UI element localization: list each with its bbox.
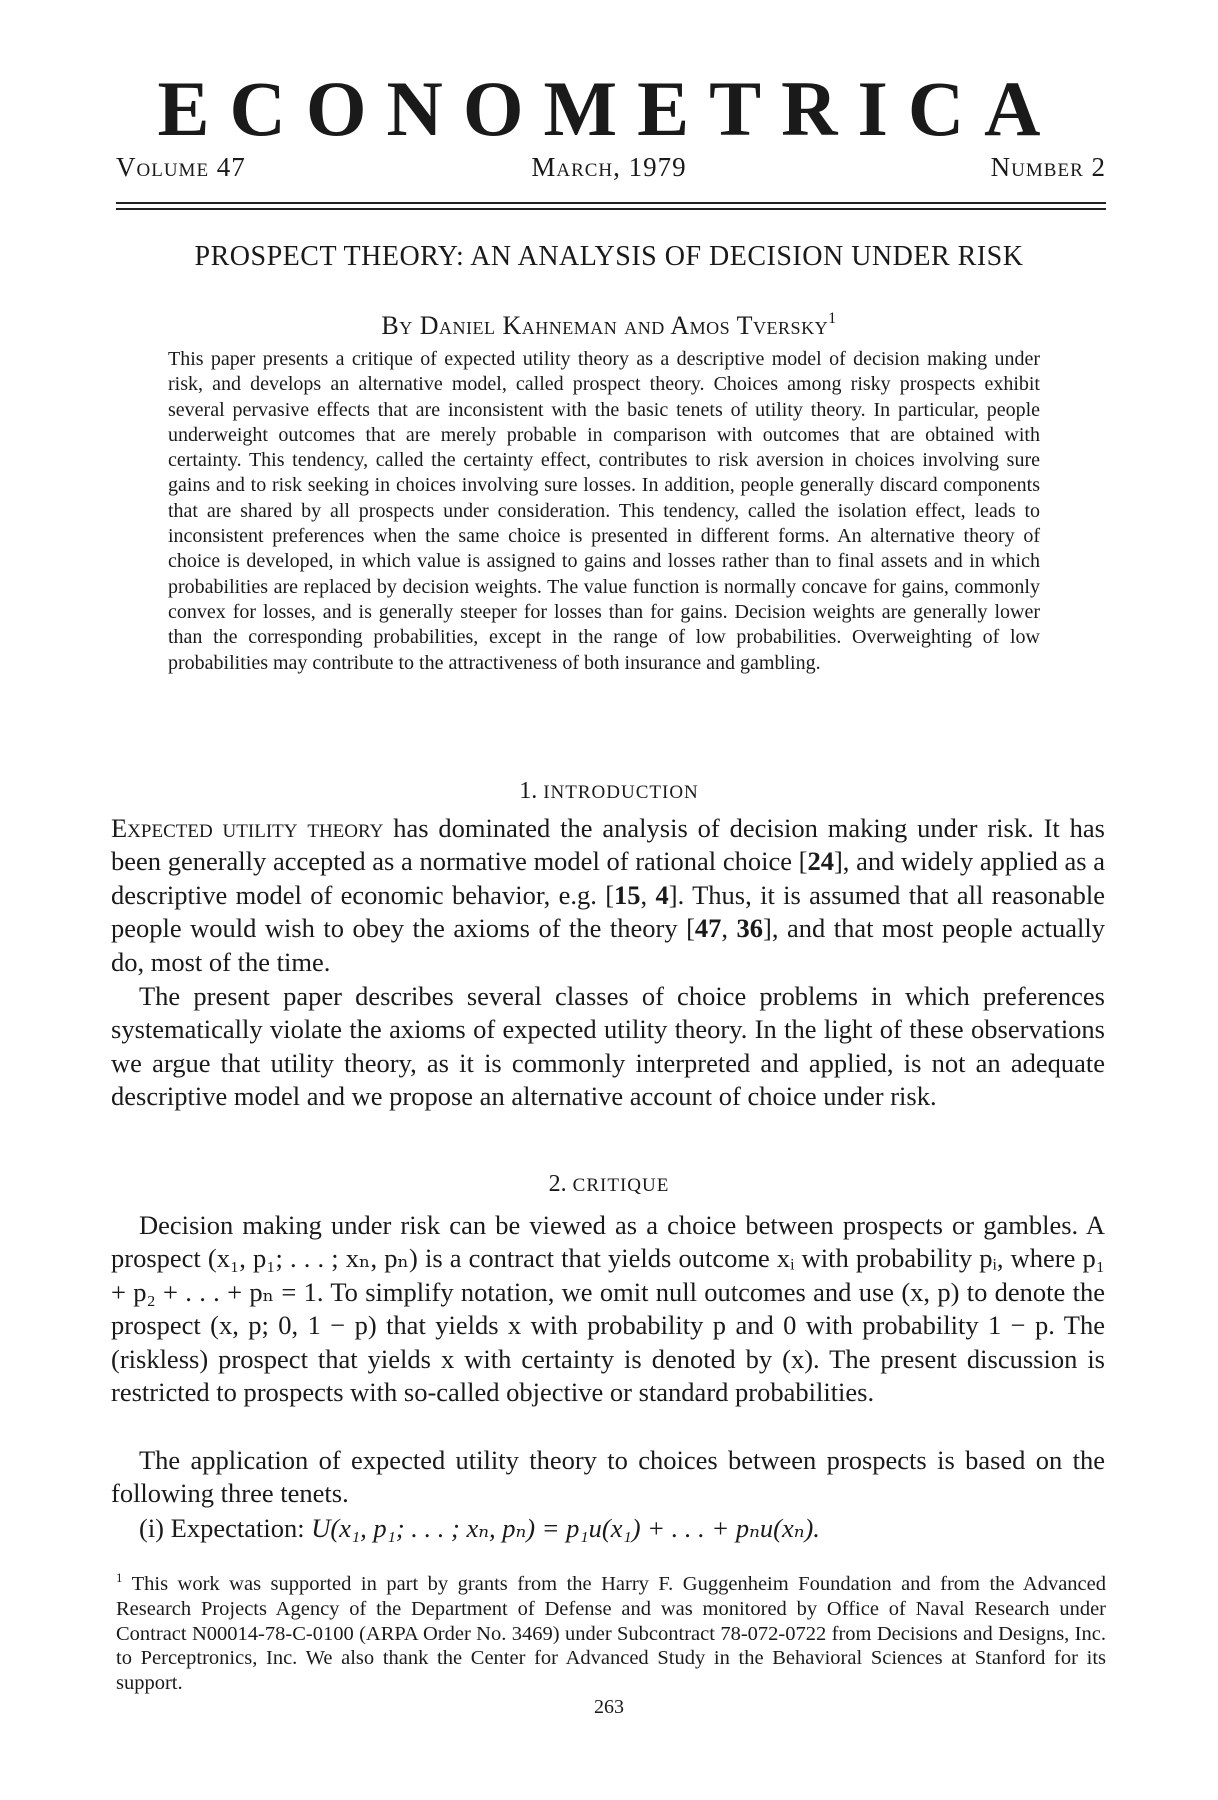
footnote-number: 1 <box>116 1570 123 1585</box>
paragraph-intro-1 <box>111 812 1105 979</box>
text-run: has dominated the analysis of decision making under risk. It has been generally accepted as a normative model of rational choice [ <box>111 813 1105 877</box>
byline <box>0 311 1218 339</box>
header-rule-bottom <box>116 208 1106 210</box>
article-title: PROSPECT THEORY: AN ANALYSIS OF DECISION UNDER RISK <box>194 241 1024 272</box>
citation-ref[interactable]: 24 <box>807 846 834 877</box>
section-heading-critique <box>0 1172 1218 1196</box>
tenet-expectation <box>139 1512 1105 1545</box>
section-heading-introduction <box>0 779 1218 803</box>
citation-ref[interactable]: 47 <box>694 913 722 944</box>
author-names: By Daniel Kahneman and Amos Tversky <box>381 311 829 340</box>
journal-name: ECONOMETRICA <box>157 65 1061 152</box>
paragraph-critique-1: Decision making under risk can be viewed as a choice between prospects or gambles. A prospect (x₁, p₁; . . . ; xₙ, pₙ) is a contract that yields outcome xᵢ with probability pᵢ, where p₁ + p₂ + . . . + pₙ = 1. To simplify notation, we omit null outcomes and use (x, p) to denote the prospect (x, p; 0, 1 − p) that yields x with probability p and 0 with probability 1 − p. The (riskless) prospect that yields x with certainty is denoted by (x). The present discussion is restricted to prospects with so-called objective or standard probabilities. <box>111 1210 1105 1408</box>
paragraph-critique-2: The application of expected utility theory to choices between prospects is based on the following three tenets. <box>111 1445 1105 1509</box>
header-rule-top <box>116 202 1106 204</box>
abstract: This paper presents a critique of expected utility theory as a descriptive model of decision making under risk, and develops an alternative model, called prospect theory. Choices among risky prospects exhibit several pervasive effects that are inconsistent with the basic tenets of utility theory. In particular, people underweight outcomes that are merely probable in comparison with outcomes that are obtained with certainty. This tendency, called the certainty effect, contributes to risk aversion in choices involving sure gains and to risk seeking in choices involving sure losses. In addition, people generally discard components that are shared by all prospects under consideration. This tendency, called the isolation effect, leads to inconsistent preferences when the same choice is presented in different forms. An alternative theory of choice is developed, in which value is assigned to gains and losses rather than to final assets and in which probabilities are replaced by decision weights. The value function is normally concave for gains, commonly convex for losses, and is generally steeper for losses than for gains. Decision weights are generally lower than the corresponding probabilities, except in the range of low probabilities. Overweighting of low probabilities may contribute to the attractiveness of both insurance and gambling. <box>168 348 1040 674</box>
section-number: 1. <box>519 778 538 804</box>
text-run: ], and widely applied as a descriptive model of economic behavior, e.g. [ <box>111 846 1106 910</box>
paragraph-intro-2: The present paper describes several classes of choice problems in which preferences systematically violate the axioms of expected utility theory. In the light of these observations we argue that utility theory, as it is commonly interpreted and applied, is not an adequate descriptive model and we propose an alternative account of choice under risk. <box>111 981 1105 1112</box>
footnote <box>116 1566 1106 1696</box>
footnote-text: This work was supported in part by grants from the Harry F. Guggenheim Foundation and from the Advanced Research Projects Agency of the Department of Defense and was monitored by Office of Naval Research under Contract N00014-78-C-0100 (ARPA Order No. 3469) under Subcontract 78-072-0722 from Decisions and Designs, Inc. to Perceptronics, Inc. We also thank the Center for Advanced Study in the Behavioral Sciences at Stanford for its support. <box>116 1573 1106 1695</box>
tenet-label: (i) Expectation: <box>139 1513 312 1543</box>
text-run: ]. Thus, it is assumed that all reasonable people would wish to obey the axioms of the theory [ <box>111 879 1106 944</box>
page-number: 263 <box>594 1696 624 1718</box>
text-run: , <box>640 879 656 910</box>
citation-ref[interactable]: 15 <box>614 879 641 910</box>
citation-ref[interactable]: 4 <box>655 879 669 910</box>
tenet-formula: U(x₁, p₁; . . . ; xₙ, pₙ) = p₁u(x₁) + . . . + pₙu(xₙ). <box>311 1513 820 1543</box>
section-title: INTRODUCTION <box>543 782 699 803</box>
text-run: ], and that most people actually do, most of the time. <box>111 913 1105 977</box>
lead-words: Expected utility theory <box>111 813 384 843</box>
footnote-marker: 1 <box>828 310 837 327</box>
issue-number: Number 2 <box>990 152 1106 182</box>
volume-label: Volume 47 <box>116 152 246 182</box>
issue-date: March, 1979 <box>531 152 687 182</box>
section-title: CRITIQUE <box>572 1175 670 1196</box>
citation-ref[interactable]: 36 <box>736 913 764 944</box>
text-run: , <box>721 913 737 944</box>
section-number: 2. <box>548 1171 567 1197</box>
